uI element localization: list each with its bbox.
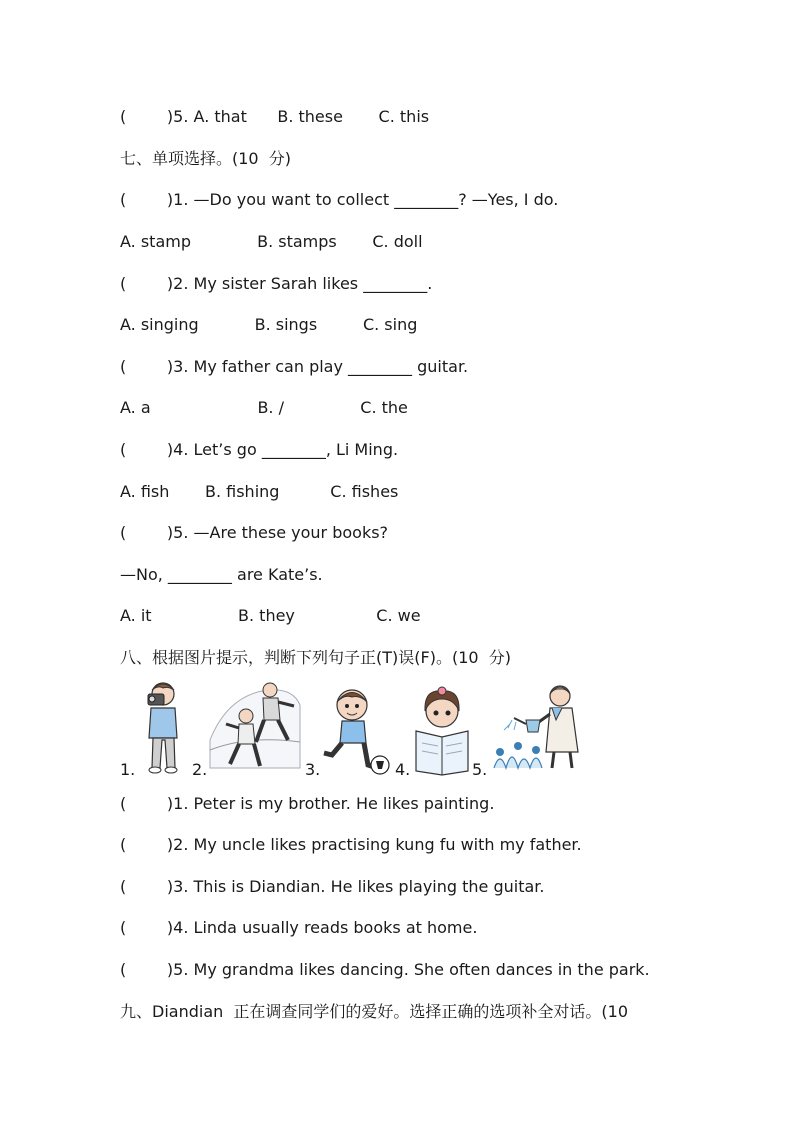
picture-number: 4. <box>395 760 411 779</box>
boy-playing-football-picture <box>320 685 392 777</box>
true-false-item: ( )1. Peter is my brother. He likes painting. <box>120 794 495 813</box>
question-line: ( )2. My sister Sarah likes ________. <box>120 274 433 293</box>
picture-number: 2. <box>192 760 208 779</box>
answer-options: A. fish B. fishing C. fishes <box>120 482 399 501</box>
question-line: ( )5. A. that B. these C. this <box>120 107 430 126</box>
question-line: ( )5. —Are these your books? <box>120 523 389 542</box>
section-heading: 八、根据图片提示，判断下列句子正(T)误(F)。(10 分) <box>120 648 511 667</box>
grandma-watering-flowers-picture <box>490 680 590 775</box>
question-line: —No, ________ are Kate’s. <box>120 565 323 584</box>
answer-options: A. it B. they C. we <box>120 606 421 625</box>
answer-options: A. stamp B. stamps C. doll <box>120 232 423 251</box>
true-false-item: ( )2. My uncle likes practising kung fu with my father. <box>120 835 582 854</box>
section-heading: 七、单项选择。(10 分) <box>120 149 292 168</box>
girl-reading-book-picture <box>412 685 472 777</box>
question-line: ( )3. My father can play ________ guitar. <box>120 357 469 376</box>
question-line: ( )4. Let’s go ________, Li Ming. <box>120 440 399 459</box>
question-line: ( )1. —Do you want to collect ________? —Yes, I do. <box>120 190 559 209</box>
section-heading: 九、Diandian 正在调查同学们的爱好。选择正确的选项补全对话。(10 <box>120 1002 629 1021</box>
picture-number: 1. <box>120 760 136 779</box>
true-false-item: ( )3. This is Diandian. He likes playing the guitar. <box>120 877 545 896</box>
picture-number: 5. <box>472 760 488 779</box>
boy-with-camera-picture <box>138 680 188 775</box>
true-false-item: ( )5. My grandma likes dancing. She often dances in the park. <box>120 960 650 979</box>
answer-options: A. singing B. sings C. sing <box>120 315 418 334</box>
kung-fu-picture <box>208 680 303 775</box>
answer-options: A. a B. / C. the <box>120 398 408 417</box>
picture-number: 3. <box>305 760 321 779</box>
true-false-item: ( )4. Linda usually reads books at home. <box>120 918 478 937</box>
